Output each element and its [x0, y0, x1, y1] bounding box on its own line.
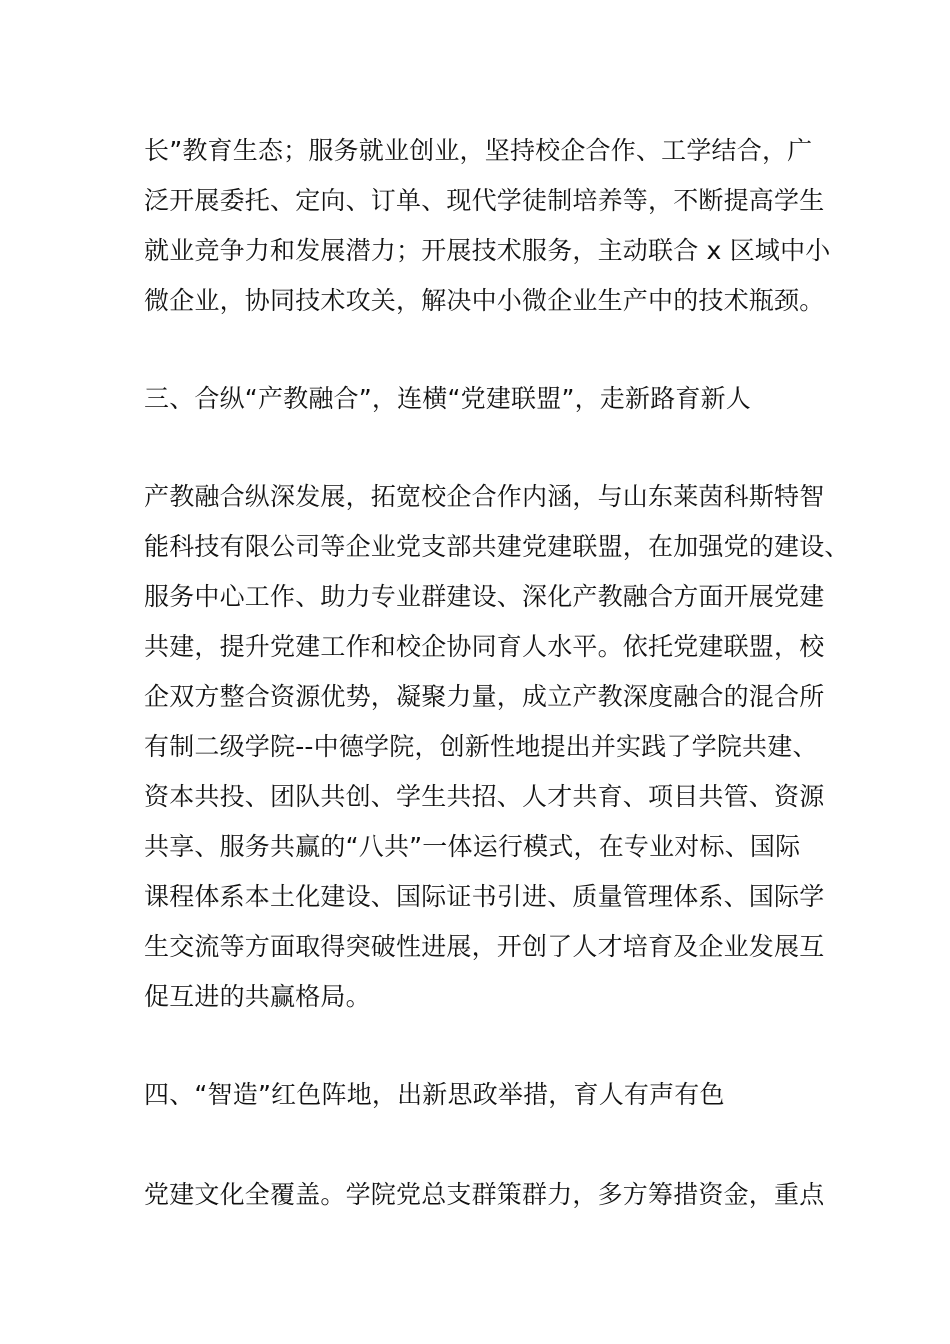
- paragraph-line: 生交流等方面取得突破性进展，开创了人才培育及企业发展互: [144, 932, 825, 961]
- paragraph-line: 能科技有限公司等企业党支部共建党建联盟，在加强党的建设、: [144, 532, 850, 561]
- paragraph-line: 促互进的共赢格局。: [144, 982, 371, 1011]
- paragraph-line: 微企业，协同技术攻关，解决中小微企业生产中的技术瓶颈。: [144, 286, 825, 315]
- heading-text: 四、“智造”红色阵地，出新思政举措，育人有声有色: [144, 1080, 725, 1109]
- section-heading-4: [144, 1070, 824, 1120]
- paragraph-line: 企双方整合资源优势，凝聚力量，成立产教深度融合的混合所: [144, 682, 825, 711]
- paragraph-line: 就业竞争力和发展潜力；开展技术服务，主动联合 x 区域中小: [144, 236, 831, 265]
- paragraph-line: 泛开展委托、定向、订单、现代学徒制培养等，不断提高学生: [144, 186, 825, 215]
- section-heading-3: [144, 374, 824, 424]
- paragraph-line: 有制二级学院--中德学院，创新性地提出并实践了学院共建、: [144, 732, 818, 761]
- paragraph-2: [144, 472, 850, 1022]
- paragraph-line: 产教融合纵深发展，拓宽校企合作内涵，与山东莱茵科斯特智: [144, 482, 825, 511]
- paragraph-line: 党建文化全覆盖。学院党总支群策群力，多方筹措资金，重点: [144, 1180, 825, 1209]
- paragraph-line: 共建，提升党建工作和校企协同育人水平。依托党建联盟，校: [144, 632, 825, 661]
- paragraph-3: [144, 1170, 824, 1220]
- paragraph-line: 长”教育生态；服务就业创业，坚持校企合作、工学结合，广: [144, 136, 813, 165]
- paragraph-line: 课程体系本土化建设、国际证书引进、质量管理体系、国际学: [144, 882, 825, 911]
- paragraph-1: [144, 126, 831, 326]
- heading-text: 三、合纵“产教融合”，连横“党建联盟”，走新路育新人: [144, 384, 752, 413]
- paragraph-line: 资本共投、团队共创、学生共招、人才共育、项目共管、资源: [144, 782, 825, 811]
- paragraph-line: 共享、服务共赢的“八共”一体运行模式，在专业对标、国际: [144, 832, 801, 861]
- paragraph-line: 服务中心工作、助力专业群建设、深化产教融合方面开展党建: [144, 582, 825, 611]
